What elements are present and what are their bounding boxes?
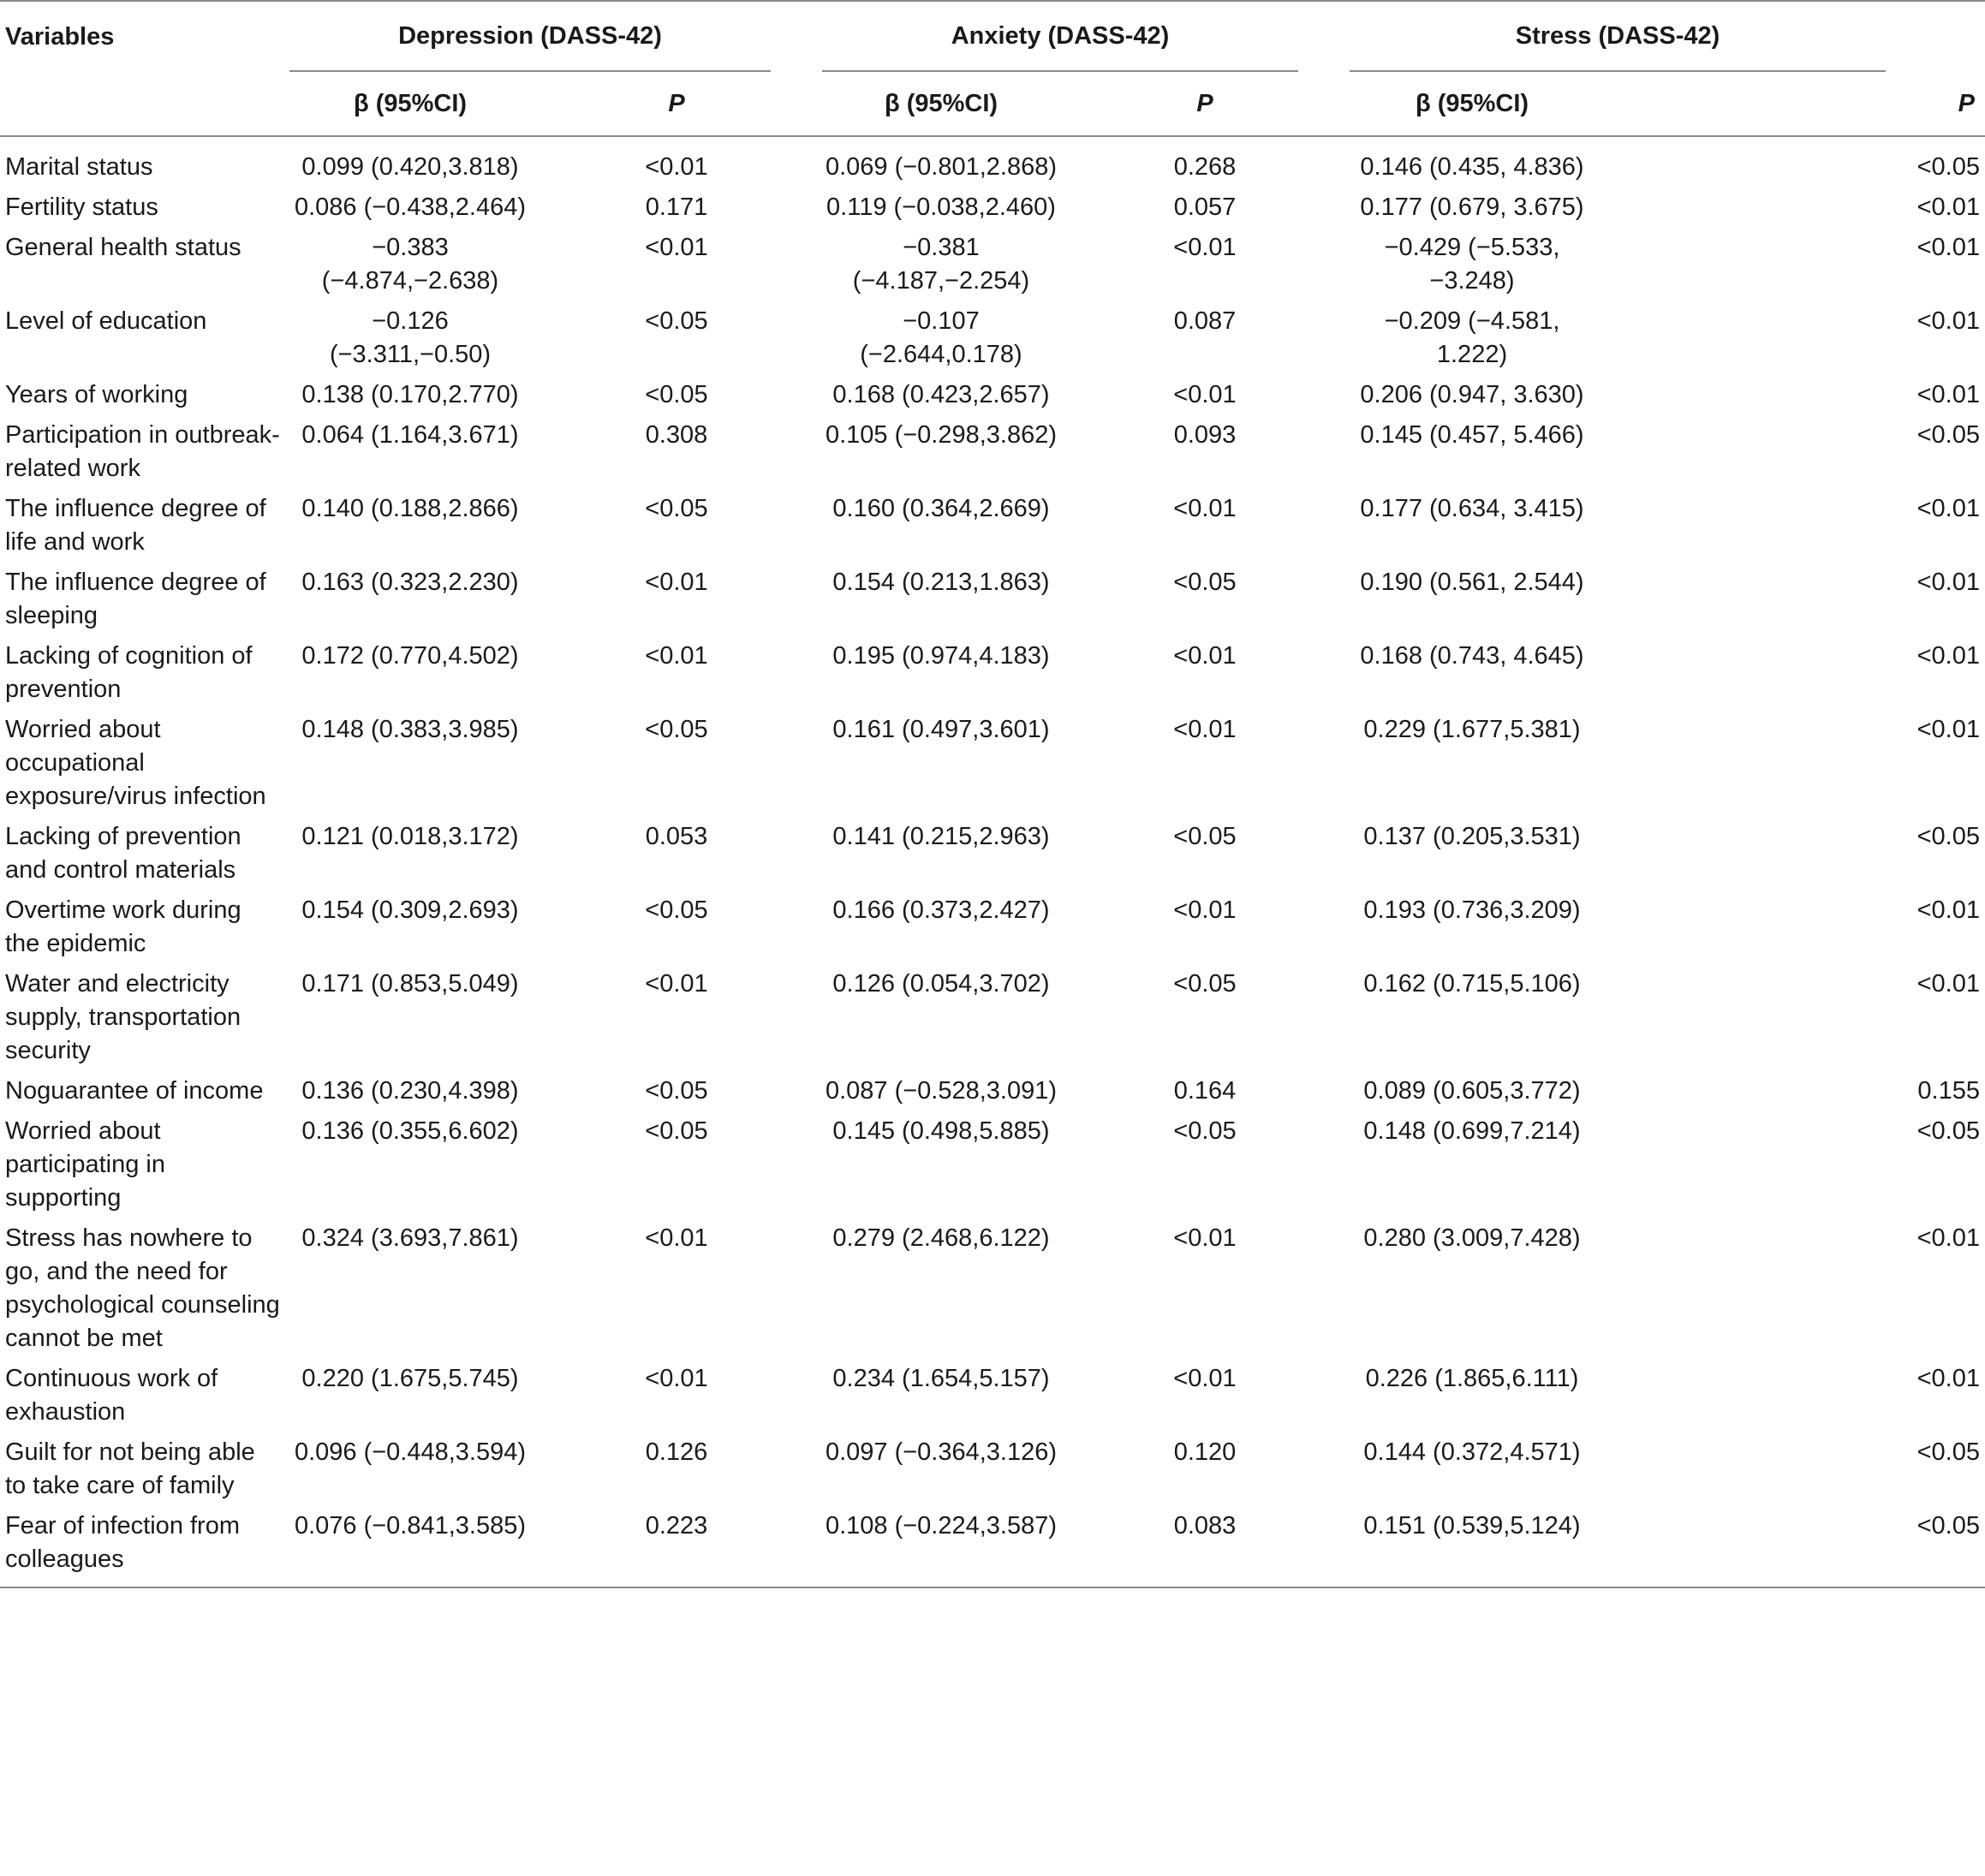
stress-beta-cell: 0.146 (0.435, 4.836) bbox=[1360, 153, 1584, 181]
depression-p-cell: <0.05 bbox=[645, 381, 708, 408]
stress-p-cell: <0.01 bbox=[1916, 194, 1980, 221]
anxiety-p-cell: 0.120 bbox=[1173, 1438, 1237, 1466]
depression-p-cell: 0.171 bbox=[645, 194, 708, 221]
variable-cell: Lacking of prevention and control materials bbox=[5, 823, 241, 884]
depression-p-cell: <0.01 bbox=[645, 153, 708, 181]
anxiety-beta-cell: 0.168 (0.423,2.657) bbox=[832, 381, 1050, 408]
anxiety-beta-cell: 0.087 (−0.528,3.091) bbox=[825, 1077, 1058, 1105]
stress-spacer-cell bbox=[1595, 419, 1886, 492]
stress-spacer-cell bbox=[1595, 820, 1886, 894]
variable-cell: Overtime work during the epidemic bbox=[5, 896, 241, 957]
stress-p-cell: <0.01 bbox=[1916, 970, 1980, 998]
stress-beta-cell: 0.206 (0.947, 3.630) bbox=[1360, 381, 1584, 408]
depression-beta-cell: −0.383 (−4.874,−2.638) bbox=[321, 234, 499, 295]
table-row bbox=[0, 231, 1985, 305]
stress-p-cell: <0.01 bbox=[1916, 1224, 1980, 1252]
anxiety-p-cell: <0.01 bbox=[1173, 896, 1237, 924]
anxiety-beta-cell: 0.069 (−0.801,2.868) bbox=[825, 153, 1058, 181]
anxiety-p-cell: 0.087 bbox=[1173, 307, 1237, 335]
table-row bbox=[0, 640, 1985, 713]
anxiety-p-cell: 0.057 bbox=[1173, 194, 1237, 221]
depression-p-cell: 0.053 bbox=[645, 823, 708, 850]
anxiety-beta-cell: 0.119 (−0.038,2.460) bbox=[826, 194, 1056, 221]
depression-p-cell: <0.01 bbox=[645, 970, 708, 998]
anxiety-p-cell: <0.01 bbox=[1173, 234, 1237, 261]
stress-spacer-cell bbox=[1595, 1075, 1886, 1115]
anxiety-p-cell: <0.01 bbox=[1173, 495, 1237, 522]
anxiety-beta-cell: 0.126 (0.054,3.702) bbox=[832, 970, 1050, 998]
anxiety-p-cell: <0.01 bbox=[1173, 1224, 1237, 1252]
stress-beta-cell: 0.162 (0.715,5.106) bbox=[1363, 970, 1581, 998]
stress-p-cell: <0.05 bbox=[1916, 1117, 1980, 1145]
depression-beta-cell: 0.140 (0.188,2.866) bbox=[301, 495, 519, 522]
variable-cell: Worried about occupational exposure/virus infection bbox=[5, 716, 266, 810]
header-stress-label: Stress (DASS-42) bbox=[1350, 2, 1886, 72]
header-anx-beta: β (95%CI) bbox=[822, 72, 1060, 136]
table-row bbox=[0, 1510, 1985, 1587]
anxiety-beta-cell: 0.279 (2.468,6.122) bbox=[832, 1224, 1050, 1252]
anxiety-beta-cell: 0.097 (−0.364,3.126) bbox=[825, 1438, 1058, 1466]
stress-beta-cell: 0.148 (0.699,7.214) bbox=[1363, 1117, 1581, 1145]
depression-beta-cell: 0.220 (1.675,5.745) bbox=[301, 1365, 519, 1392]
stress-beta-cell: 0.145 (0.457, 5.466) bbox=[1360, 421, 1584, 449]
variable-cell: Fertility status bbox=[5, 194, 158, 221]
stress-p-cell: <0.01 bbox=[1916, 569, 1980, 596]
table-row bbox=[0, 1115, 1985, 1222]
depression-beta-cell: 0.163 (0.323,2.230) bbox=[301, 569, 519, 596]
anxiety-beta-cell: 0.160 (0.364,2.669) bbox=[832, 495, 1050, 522]
stress-beta-cell: −0.429 (−5.533, −3.248) bbox=[1384, 234, 1560, 295]
depression-p-cell: 0.126 bbox=[645, 1438, 708, 1466]
table-row bbox=[0, 713, 1985, 820]
depression-beta-cell: 0.324 (3.693,7.861) bbox=[301, 1224, 519, 1252]
stress-p-cell: <0.01 bbox=[1916, 642, 1980, 670]
stress-spacer-cell bbox=[1595, 378, 1886, 419]
stress-beta-cell: 0.190 (0.561, 2.544) bbox=[1360, 569, 1584, 596]
stress-spacer-cell bbox=[1595, 1362, 1886, 1436]
depression-p-cell: 0.223 bbox=[531, 1510, 822, 1587]
header-depression-label: Depression (DASS-42) bbox=[289, 2, 771, 72]
depression-p-cell: <0.01 bbox=[645, 642, 708, 670]
table-row bbox=[0, 1362, 1985, 1436]
stress-beta-cell: 0.229 (1.677,5.381) bbox=[1363, 716, 1581, 743]
depression-beta-cell: 0.096 (−0.448,3.594) bbox=[294, 1438, 527, 1466]
depression-p-cell: <0.01 bbox=[645, 1365, 708, 1392]
table-row bbox=[0, 378, 1985, 419]
anxiety-beta-cell: 0.161 (0.497,3.601) bbox=[832, 716, 1050, 743]
header-str-spacer bbox=[1595, 72, 1886, 136]
table-row bbox=[0, 894, 1985, 968]
variable-cell: Noguarantee of income bbox=[5, 1077, 264, 1105]
anxiety-beta-cell: 0.195 (0.974,4.183) bbox=[832, 642, 1050, 670]
depression-beta-cell: 0.138 (0.170,2.770) bbox=[301, 381, 519, 408]
header-str-p: P bbox=[1886, 72, 1985, 136]
stress-spacer-cell bbox=[1595, 231, 1886, 305]
depression-beta-cell: 0.171 (0.853,5.049) bbox=[301, 970, 519, 998]
stress-spacer-cell bbox=[1595, 492, 1886, 566]
anxiety-p-cell: <0.01 bbox=[1173, 381, 1237, 408]
header-variables: Variables bbox=[0, 1, 289, 72]
stress-beta-cell: 0.137 (0.205,3.531) bbox=[1363, 823, 1581, 850]
depression-beta-cell: −0.126 (−3.311,−0.50) bbox=[329, 307, 492, 368]
header-spacer bbox=[0, 72, 289, 136]
variable-cell: Fear of infection from colleagues bbox=[0, 1510, 289, 1587]
stress-p-cell: <0.01 bbox=[1916, 716, 1980, 743]
stress-beta-cell: 0.168 (0.743, 4.645) bbox=[1360, 642, 1584, 670]
anxiety-beta-cell: 0.141 (0.215,2.963) bbox=[832, 823, 1050, 850]
stress-beta-cell: 0.193 (0.736,3.209) bbox=[1363, 896, 1581, 924]
stress-p-cell: <0.01 bbox=[1916, 1365, 1980, 1392]
depression-p-cell: <0.01 bbox=[645, 234, 708, 261]
stress-p-cell: <0.01 bbox=[1916, 234, 1980, 261]
depression-beta-cell: 0.076 (−0.841,3.585) bbox=[289, 1510, 531, 1587]
stress-spacer-cell bbox=[1595, 640, 1886, 713]
stress-spacer-cell bbox=[1595, 968, 1886, 1075]
depression-beta-cell: 0.064 (1.164,3.671) bbox=[301, 421, 519, 449]
anxiety-beta-cell: −0.381 (−4.187,−2.254) bbox=[852, 234, 1030, 295]
anxiety-beta-cell: −0.107 (−2.644,0.178) bbox=[860, 307, 1022, 368]
table-row bbox=[0, 820, 1985, 894]
variable-cell: Participation in outbreak-related work bbox=[5, 421, 280, 482]
stress-spacer-cell bbox=[1595, 1222, 1886, 1362]
stress-beta-cell: 0.280 (3.009,7.428) bbox=[1363, 1224, 1581, 1252]
anxiety-beta-cell: 0.105 (−0.298,3.862) bbox=[825, 421, 1058, 449]
table-row bbox=[0, 968, 1985, 1075]
anxiety-beta-cell: 0.166 (0.373,2.427) bbox=[832, 896, 1050, 924]
stress-p-cell: <0.01 bbox=[1916, 495, 1980, 522]
stress-p-cell: <0.05 bbox=[1916, 823, 1980, 850]
depression-p-cell: <0.05 bbox=[645, 307, 708, 335]
anxiety-p-cell: <0.05 bbox=[1173, 970, 1237, 998]
stress-p-cell: <0.01 bbox=[1916, 381, 1980, 408]
variable-cell: Guilt for not being able to take care of family bbox=[5, 1438, 255, 1499]
stress-p-cell: <0.01 bbox=[1916, 307, 1980, 335]
variable-cell: Water and electricity supply, transportation security bbox=[5, 970, 241, 1064]
anxiety-p-cell: <0.05 bbox=[1173, 1117, 1237, 1145]
stress-spacer-cell bbox=[1595, 136, 1886, 191]
depression-beta-cell: 0.099 (0.420,3.818) bbox=[301, 153, 519, 181]
depression-beta-cell: 0.136 (0.355,6.602) bbox=[301, 1117, 519, 1145]
table-row bbox=[0, 191, 1985, 231]
stress-spacer-cell bbox=[1595, 191, 1886, 231]
stress-p-cell: <0.01 bbox=[1916, 896, 1980, 924]
depression-p-cell: <0.01 bbox=[645, 1224, 708, 1252]
anxiety-beta-cell: 0.234 (1.654,5.157) bbox=[832, 1365, 1050, 1392]
variable-cell: Level of education bbox=[5, 307, 207, 335]
depression-p-cell: <0.05 bbox=[645, 1117, 708, 1145]
table-row bbox=[0, 136, 1985, 191]
stress-p-cell: <0.05 bbox=[1916, 421, 1980, 449]
table-header bbox=[0, 1, 1985, 136]
stress-spacer-cell bbox=[1595, 894, 1886, 968]
table-body bbox=[0, 136, 1985, 1587]
stress-beta-cell: 0.177 (0.679, 3.675) bbox=[1360, 194, 1584, 221]
table-row bbox=[0, 305, 1985, 378]
depression-p-cell: 0.308 bbox=[645, 421, 708, 449]
stress-p-cell: <0.05 bbox=[1886, 1510, 1985, 1587]
depression-beta-cell: 0.121 (0.018,3.172) bbox=[301, 823, 519, 850]
stress-p-cell: <0.05 bbox=[1916, 1438, 1980, 1466]
stress-beta-cell: 0.151 (0.539,5.124) bbox=[1350, 1510, 1595, 1587]
stress-spacer-cell bbox=[1595, 1436, 1886, 1510]
depression-beta-cell: 0.136 (0.230,4.398) bbox=[301, 1077, 519, 1105]
variable-cell: Continuous work of exhaustion bbox=[5, 1365, 218, 1426]
variable-cell: The influence degree of sleeping bbox=[5, 569, 266, 629]
stress-p-cell: <0.05 bbox=[1916, 153, 1980, 181]
stress-spacer-cell bbox=[1595, 1510, 1886, 1587]
stress-spacer-cell bbox=[1595, 1115, 1886, 1222]
stress-beta-cell: −0.209 (−4.581, 1.222) bbox=[1384, 307, 1560, 368]
header-group-stress bbox=[1350, 1, 1886, 72]
header-str-beta: β (95%CI) bbox=[1350, 72, 1595, 136]
anxiety-beta-cell: 0.145 (0.498,5.885) bbox=[832, 1117, 1050, 1145]
header-dep-beta: β (95%CI) bbox=[289, 72, 531, 136]
header-group-depression bbox=[289, 1, 822, 72]
table-row bbox=[0, 419, 1985, 492]
anxiety-p-cell: <0.01 bbox=[1173, 716, 1237, 743]
table-row bbox=[0, 492, 1985, 566]
anxiety-p-cell: <0.05 bbox=[1173, 823, 1237, 850]
depression-beta-cell: 0.172 (0.770,4.502) bbox=[301, 642, 519, 670]
anxiety-p-cell: 0.093 bbox=[1173, 421, 1237, 449]
depression-beta-cell: 0.086 (−0.438,2.464) bbox=[294, 194, 527, 221]
depression-p-cell: <0.05 bbox=[645, 896, 708, 924]
stress-beta-cell: 0.089 (0.605,3.772) bbox=[1363, 1077, 1581, 1105]
stress-spacer-cell bbox=[1595, 713, 1886, 820]
header-group-anxiety bbox=[822, 1, 1350, 72]
depression-beta-cell: 0.154 (0.309,2.693) bbox=[301, 896, 519, 924]
variable-cell: General health status bbox=[5, 234, 241, 261]
variable-cell: Years of working bbox=[5, 381, 188, 408]
depression-p-cell: <0.01 bbox=[645, 569, 708, 596]
depression-beta-cell: 0.148 (0.383,3.985) bbox=[301, 716, 519, 743]
anxiety-p-cell: 0.083 bbox=[1060, 1510, 1350, 1587]
header-anxiety-label: Anxiety (DASS-42) bbox=[822, 2, 1298, 72]
table-row bbox=[0, 1222, 1985, 1362]
anxiety-p-cell: <0.05 bbox=[1173, 569, 1237, 596]
anxiety-p-cell: <0.01 bbox=[1173, 1365, 1237, 1392]
stress-spacer-cell bbox=[1595, 305, 1886, 378]
variable-cell: The influence degree of life and work bbox=[5, 495, 266, 556]
table-row bbox=[0, 1436, 1985, 1510]
stress-beta-cell: 0.177 (0.634, 3.415) bbox=[1360, 495, 1584, 522]
stress-beta-cell: 0.226 (1.865,6.111) bbox=[1365, 1365, 1579, 1392]
anxiety-p-cell: 0.164 bbox=[1173, 1077, 1237, 1105]
variable-cell: Marital status bbox=[5, 153, 153, 181]
depression-p-cell: <0.05 bbox=[645, 1077, 708, 1105]
header-dep-p: P bbox=[531, 72, 822, 136]
depression-p-cell: <0.05 bbox=[645, 716, 708, 743]
variable-cell: Stress has nowhere to go, and the need for psychological counseling cannot be met bbox=[5, 1224, 280, 1352]
table-row bbox=[0, 566, 1985, 640]
stress-p-cell: 0.155 bbox=[1917, 1077, 1980, 1105]
depression-p-cell: <0.05 bbox=[645, 495, 708, 522]
stress-beta-cell: 0.144 (0.372,4.571) bbox=[1363, 1438, 1581, 1466]
header-anx-p: P bbox=[1060, 72, 1350, 136]
variable-cell: Lacking of cognition of prevention bbox=[5, 642, 253, 703]
table-row bbox=[0, 1075, 1985, 1115]
anxiety-p-cell: <0.01 bbox=[1173, 642, 1237, 670]
anxiety-beta-cell: 0.154 (0.213,1.863) bbox=[832, 569, 1050, 596]
variable-cell: Worried about participating in supporting bbox=[5, 1117, 165, 1212]
anxiety-p-cell: 0.268 bbox=[1173, 153, 1237, 181]
stress-spacer-cell bbox=[1595, 566, 1886, 640]
anxiety-beta-cell: 0.108 (−0.224,3.587) bbox=[822, 1510, 1060, 1587]
